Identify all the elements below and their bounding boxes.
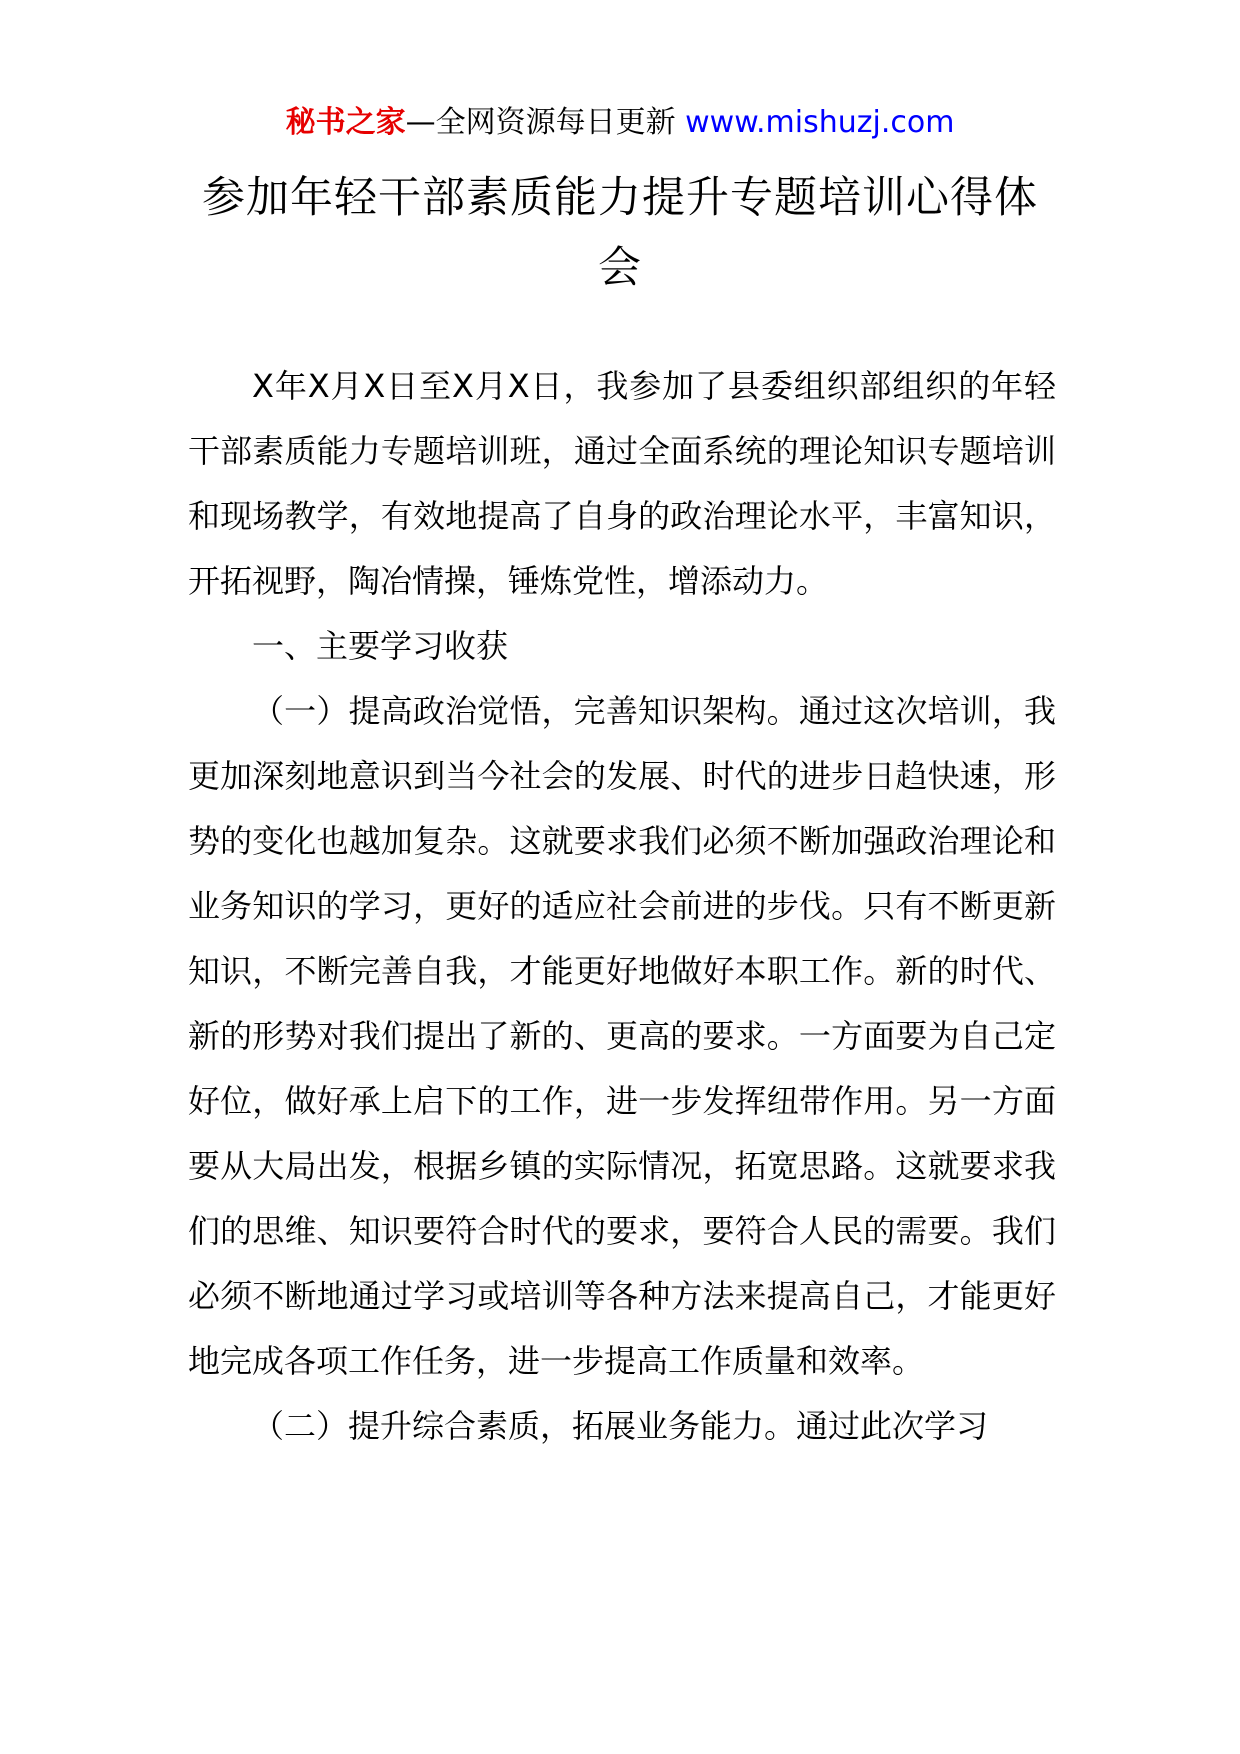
site-header (0, 103, 1240, 143)
subsection-paragraph-2: （二）提升综合素质，拓展业务能力。通过此次学习 (252, 1407, 989, 1445)
document-title: 参加年轻干部素质能力提升专题培训心得体会 (202, 173, 1038, 293)
subsection-paragraph-1: （一）提高政治觉悟，完善知识架构。通过这次培训，我更加深刻地意识到当今社会的发展、时代的进步日趋快速，形势的变化也越加复杂。这就要求我们必须不断加强政治理论和业务知识的学习，更好的适应社会前进的步伐。只有不断更新知识，不断完善自我，才能更好地做好本职工作。新的时代、新的形势对我们提出了新的、更高的要求。一方面要为自己定好位，做好承上启下的工作，进一步发挥纽带作用。另一方面要从大局出发，根据乡镇的实际情况，拓宽思路。这就要求我们的思维、知识要符合时代的要求，要符合人民的需要。我们必须不断地通过学习或培训等各种方法来提高自己，才能更好地完成各项工作任务，进一步提高工作质量和效率。 (188, 692, 1056, 1380)
site-tagline: —全网资源每日更新 (405, 105, 676, 140)
intro-paragraph: X年X月X日至X月X日，我参加了县委组织部组织的年轻干部素质能力专题培训班，通过全面系统的理论知识专题培训和现场教学，有效地提高了自身的政治理论水平，丰富知识，开拓视野，陶冶情操，锤炼党性，增添动力。 (188, 367, 1056, 600)
section-heading-main-gains: 一、主要学习收获 (252, 627, 509, 665)
site-url-link[interactable]: www.mishuzj.com (685, 105, 955, 140)
site-brand: 秘书之家 (285, 105, 406, 140)
document-body (188, 354, 1056, 1459)
